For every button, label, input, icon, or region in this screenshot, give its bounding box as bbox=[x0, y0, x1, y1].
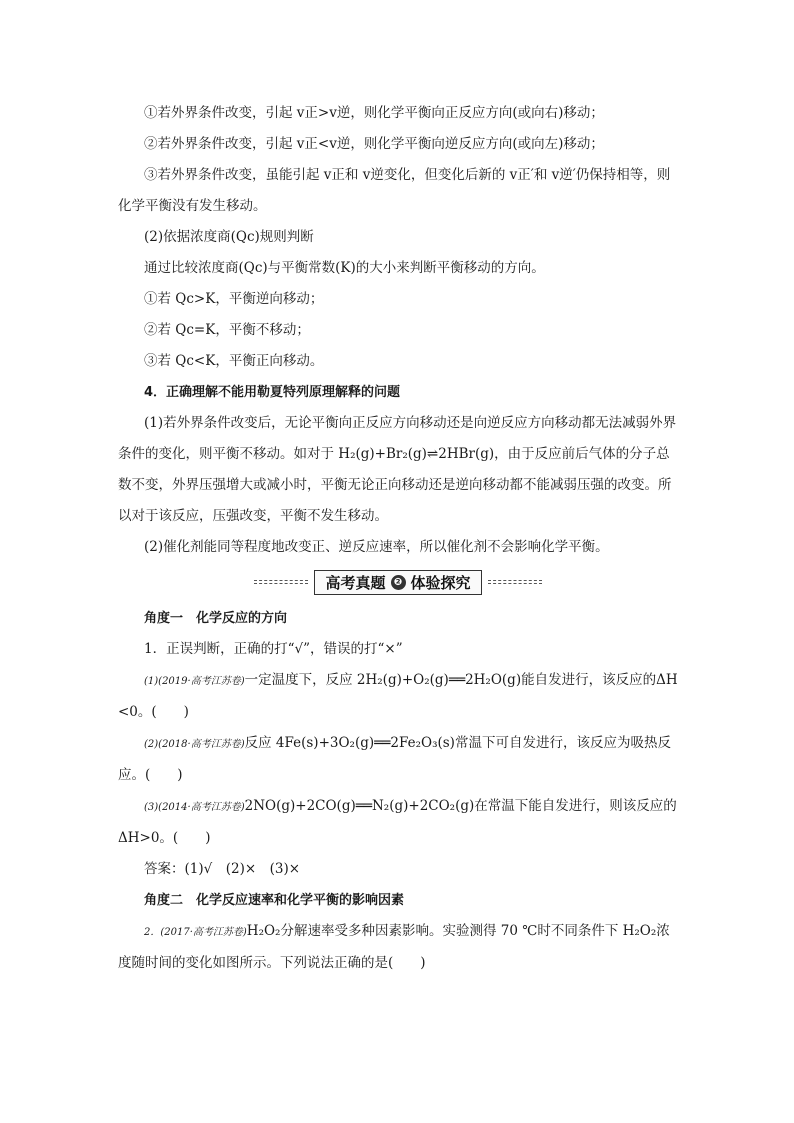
question-1-1 bbox=[118, 665, 678, 728]
section1-heading: 角度一 化学反应的方向 bbox=[144, 611, 288, 626]
question-1-2-source: (2)(2018·高考江苏卷) bbox=[144, 739, 245, 750]
banner-number-icon: ❷ bbox=[391, 575, 406, 590]
text-paragraph-2: (2)催化剂能同等程度地改变正、逆反应速率，所以催化剂不会影响化学平衡。 bbox=[144, 539, 609, 555]
question-1-1-source: (1)(2019·高考江苏卷) bbox=[144, 676, 245, 687]
question-1-3-text: 2NO(g)+2CO(g)══N₂(g)+2CO₂(g)在常温下能自发进行，则该反应的ΔH>0。( ) bbox=[118, 798, 677, 846]
text-line-2: ②若外界条件改变，引起 v正<v逆，则化学平衡向逆反应方向(或向左)移动； bbox=[144, 136, 604, 152]
question-1-2-text: 反应 4Fe(s)+3O₂(g)══2Fe₂O₃(s)常温下可自发进行，该反应为吸热反应。( ) bbox=[118, 735, 671, 783]
text-line-3: ③若外界条件改变，虽能引起 v正和 v逆变化，但变化后新的 v正′和 v逆′仍保持相等，则化学平衡没有发生移动。 bbox=[118, 167, 671, 214]
subheading-qc-rule: (2)依据浓度商(Qc)规则判断 bbox=[144, 229, 314, 245]
text-line-8: ③若 Qc<K，平衡正向移动。 bbox=[144, 353, 324, 369]
text-line-7: ②若 Qc=K，平衡不移动； bbox=[144, 322, 310, 338]
section2-heading: 角度二 化学反应速率和化学平衡的影响因素 bbox=[144, 893, 405, 908]
banner-rule-right bbox=[488, 580, 542, 584]
document-page bbox=[118, 98, 678, 979]
text-line-6: ①若 Qc>K，平衡逆向移动； bbox=[144, 291, 324, 307]
banner-box bbox=[314, 570, 481, 595]
banner-title-right: 体验探究 bbox=[410, 573, 471, 592]
question-1-1-text: 一定温度下，反应 2H₂(g)+O₂(g)══2H₂O(g)能自发进行，该反应的ΔH<0。( ) bbox=[118, 672, 678, 720]
question-2-text: H₂O₂分解速率受多种因素影响。实验测得 70 ℃时不同条件下 H₂O₂浓度随时间的变化如图所示。下列说法正确的是( ) bbox=[118, 923, 670, 971]
banner-title-left: 高考真题 bbox=[325, 573, 386, 592]
banner-rule-left bbox=[254, 580, 308, 584]
question-2-source: 2．(2017·高考江苏卷) bbox=[144, 927, 247, 938]
text-line-1: ①若外界条件改变，引起 v正>v逆，则化学平衡向正反应方向(或向右)移动； bbox=[144, 105, 604, 121]
question-1: 1．正误判断，正确的打“√”，错误的打“×” bbox=[144, 641, 403, 657]
question-1-3 bbox=[118, 791, 678, 854]
question-2 bbox=[118, 916, 678, 979]
text-line-5: 通过比较浓度商(Qc)与平衡常数(K)的大小来判断平衡移动的方向。 bbox=[144, 260, 545, 276]
text-paragraph-1: (1)若外界条件改变后，无论平衡向正反应方向移动还是向逆反应方向移动都无法减弱外界条件的变化，则平衡不移动。如对于 H₂(g)+Br₂(g)⇌2HBr(g)，由于反应前后气体的分子总数不变，外界压强增大或减小时，平衡无论正向移动还是逆向移动都不能减弱压强的改变。所以对于该反应，压强改变，平衡不发生移动。 bbox=[118, 415, 677, 524]
question-1-3-source: (3)(2014·高考江苏卷) bbox=[144, 802, 245, 813]
section-banner bbox=[118, 569, 678, 595]
heading-le-chatelier: 4．正确理解不能用勒夏特列原理解释的问题 bbox=[144, 385, 401, 400]
answer-line: 答案：(1)√ (2)× (3)× bbox=[144, 861, 301, 877]
question-1-2 bbox=[118, 728, 678, 791]
